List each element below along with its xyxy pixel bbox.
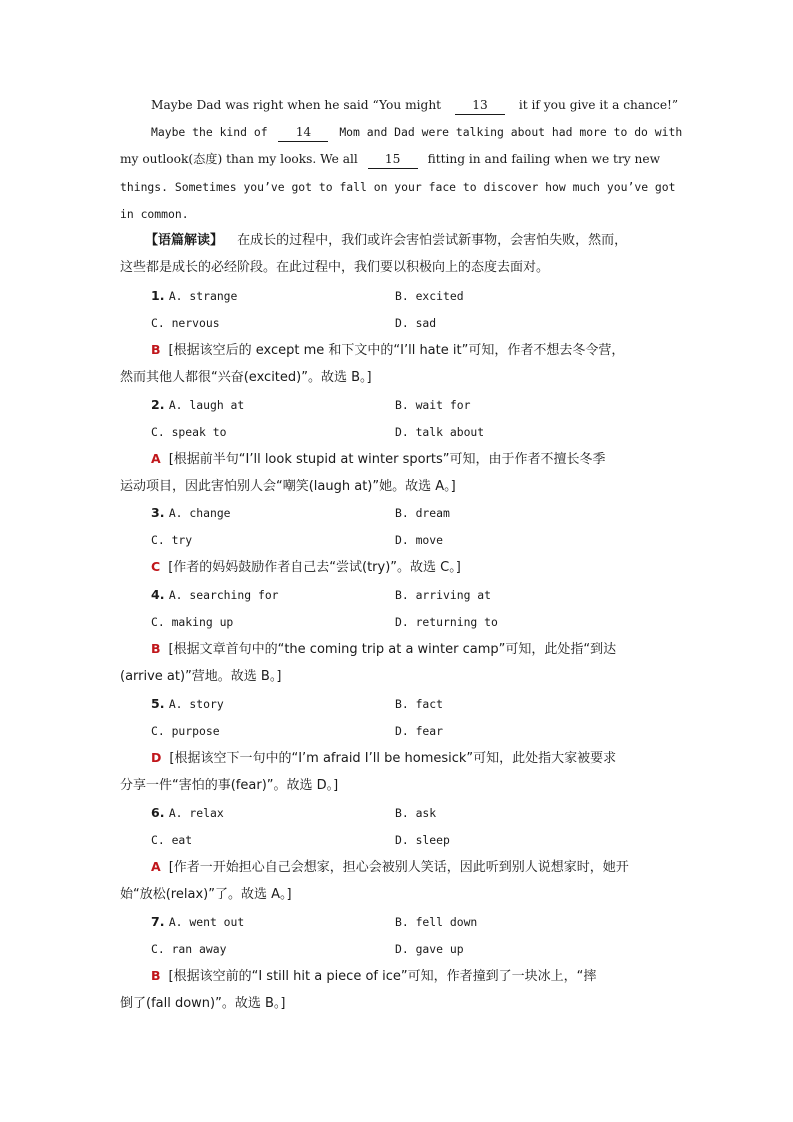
explanation-line-1 [151, 341, 706, 360]
option-row-ab [151, 586, 279, 604]
option-c: C. speak to [151, 425, 227, 440]
passage-line-3 [120, 150, 675, 169]
option-d: D. sad [395, 316, 437, 331]
explanation-text: [根据该空后的 except me 和下文中的“I’ll hate it”可知，作者不想去冬令营， [168, 343, 625, 359]
option-row-ab [151, 396, 244, 414]
blank-15: 15 [368, 150, 418, 169]
option-c: C. nervous [151, 316, 220, 331]
passage-text: Mom and Dad were talking about had more to do with [339, 125, 683, 139]
analysis-line-2: 这些都是成长的必经阶段。在此过程中，我们要以积极向上的态度去面对。 [120, 260, 550, 275]
option-b: B. fell down [395, 915, 478, 929]
blank-13: 13 [455, 96, 505, 115]
explanation-text: [作者的妈妈鼓励作者自己去“尝试(try)”。故选 C。] [168, 560, 461, 576]
option-b: B. excited [395, 289, 464, 303]
analysis-text: 在成长的过程中，我们或许会害怕尝试新事物，会害怕失败，然而， [237, 233, 628, 248]
explanation-line-1 [151, 558, 706, 577]
option-a: A. change [168, 506, 231, 520]
option-c: C. purpose [151, 724, 220, 739]
explanation-line-1 [151, 967, 706, 986]
option-a: A. went out [168, 915, 245, 929]
analysis-line-1 [145, 232, 700, 250]
option-d: D. sleep [395, 833, 450, 848]
passage-text: Maybe the kind of [151, 125, 268, 139]
question-number: 4. [151, 587, 169, 602]
option-b: B. fact [395, 697, 444, 711]
option-c: C. try [151, 533, 193, 548]
answer-letter: B [151, 342, 161, 358]
explanation-line-2: 分享一件“害怕的事(fear)”。故选 D。] [120, 777, 339, 793]
option-d: D. move [395, 533, 444, 548]
option-row-ab [151, 695, 224, 713]
explanation-line-2: 始“放松(relax)”了。故选 A。] [120, 886, 292, 902]
explanation-line-1 [151, 749, 706, 768]
question-number: 7. [151, 914, 169, 929]
option-b: B. arriving at [395, 588, 492, 602]
passage-text: Maybe Dad was right when he said “You might [151, 98, 442, 112]
passage-text: fitting in and failing when we try new [427, 152, 661, 166]
option-d: D. gave up [395, 942, 464, 957]
option-d: D. fear [395, 724, 444, 739]
explanation-line-1 [151, 640, 706, 659]
option-row-ab [151, 287, 237, 305]
question-number: 2. [151, 397, 169, 412]
explanation-text: [根据该空下一句中的“I’m afraid I’ll be homesick”可知，此处指大家被要求 [169, 751, 617, 767]
passage-line-5: in common. [120, 207, 189, 221]
blank-14: 14 [278, 123, 328, 142]
answer-letter: B [151, 968, 161, 984]
explanation-line-1 [151, 450, 706, 469]
explanation-line-2: (arrive at)”营地。故选 B。] [120, 668, 282, 684]
passage-line-4: things. Sometimes you’ve got to fall on your face to discover how much you’ve got [120, 180, 676, 194]
option-b: B. wait for [395, 398, 471, 412]
question-number: 1. [151, 288, 169, 303]
option-b: B. dream [395, 506, 450, 520]
option-c: C. making up [151, 615, 234, 630]
passage-line-2 [151, 123, 683, 142]
explanation-text: [根据文章首句中的“the coming trip at a winter camp”可知，此处指“到达 [168, 642, 617, 658]
explanation-line-2: 运动项目，因此害怕别人会“嘲笑(laugh at)”她。故选 A。] [120, 478, 456, 494]
option-a: A. searching for [168, 588, 279, 602]
option-row-ab [151, 804, 224, 822]
option-d: D. talk about [395, 425, 485, 440]
option-a: A. story [168, 697, 224, 711]
option-b: B. ask [395, 806, 437, 820]
passage-line-1 [151, 96, 706, 115]
option-row-ab [151, 913, 244, 931]
option-c: C. ran away [151, 942, 227, 957]
explanation-text: [根据前半句“I’ll look stupid at winter sports”可知，由于作者不擅长冬季 [168, 452, 606, 468]
answer-letter: A [151, 451, 161, 467]
question-number: 5. [151, 696, 169, 711]
option-c: C. eat [151, 833, 193, 848]
answer-letter: D [151, 750, 162, 766]
explanation-line-2: 倒了(fall down)”。故选 B。] [120, 995, 286, 1011]
answer-letter: C [151, 559, 161, 575]
option-a: A. strange [168, 289, 238, 303]
option-d: D. returning to [395, 615, 498, 630]
question-number: 3. [151, 505, 169, 520]
analysis-tag: 【语篇解读】 [145, 233, 224, 248]
answer-letter: A [151, 859, 161, 875]
answer-letter: B [151, 641, 161, 657]
question-number: 6. [151, 805, 169, 820]
explanation-line-1 [151, 858, 706, 877]
option-a: A. laugh at [168, 398, 245, 412]
option-a: A. relax [168, 806, 224, 820]
passage-text: it if you give it a chance!” [518, 98, 679, 112]
option-row-ab [151, 504, 231, 522]
explanation-line-2: 然而其他人都很“兴奋(excited)”。故选 B。] [120, 369, 372, 385]
explanation-text: [作者一开始担心自己会想家，担心会被别人笑话，因此听到别人说想家时，她开 [168, 860, 629, 876]
explanation-text: [根据该空前的“I still hit a piece of ice”可知，作者撞到了一块冰上，“摔 [168, 969, 597, 985]
passage-text: my outlook(态度) than my looks. We all [120, 152, 358, 166]
